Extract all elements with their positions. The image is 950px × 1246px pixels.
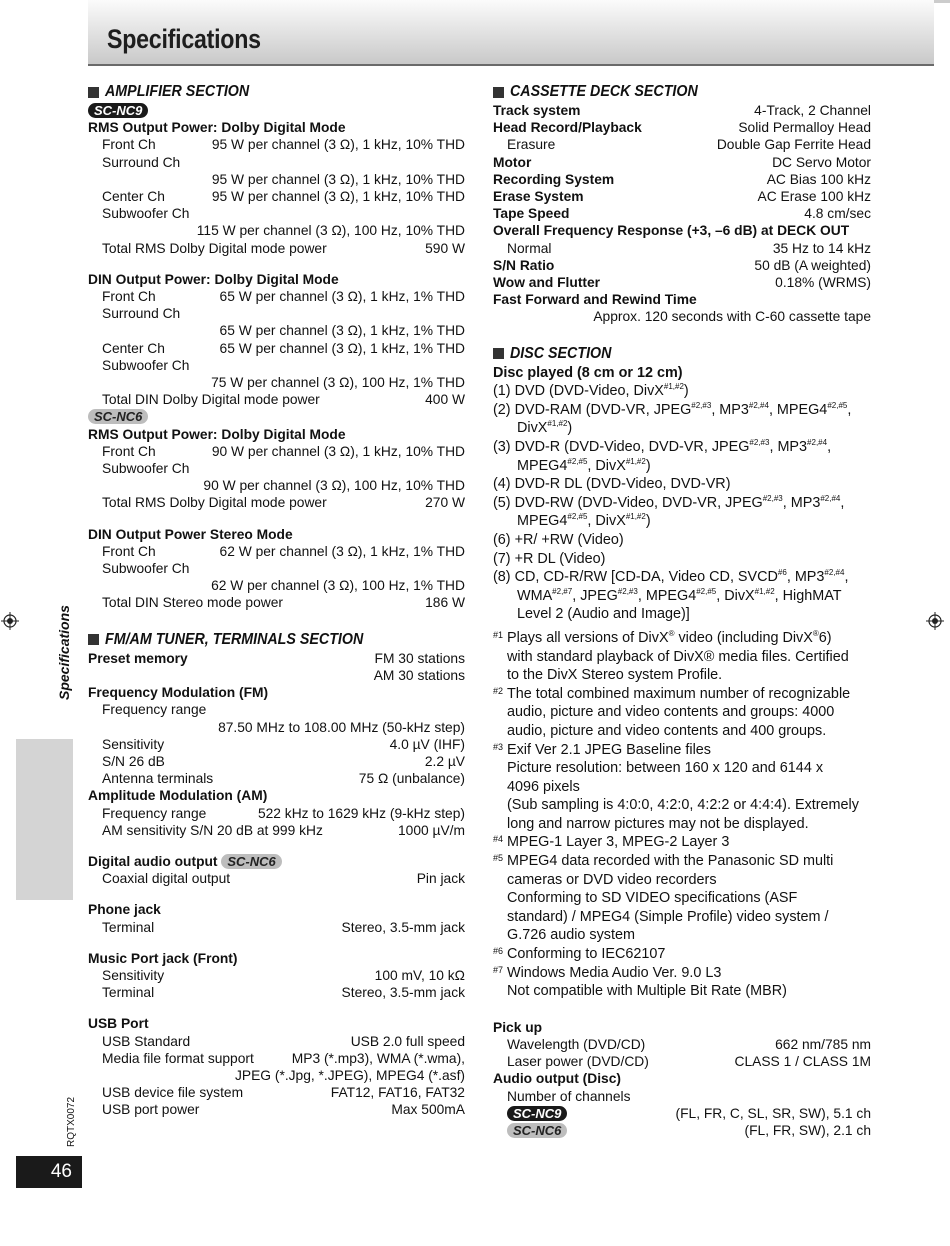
- spec-label: Number of channels: [507, 1088, 631, 1104]
- spec-title: Overall Frequency Response (+3, –6 dB) at DECK OUT: [493, 223, 850, 239]
- spec-row: Laser power (DVD/CD) CLASS 1 / CLASS 1M: [507, 1054, 871, 1070]
- spec-title: Fast Forward and Rewind Time: [493, 292, 697, 308]
- spec-title: Pick up: [493, 1019, 543, 1035]
- disc-item: (3) DVD-R (DVD-Video, DVD-VR, $JPEG^{\#2,\#3}$, $MP3^{\#2,\#4}$,: [493, 438, 832, 456]
- disc-item: (2) DVD-RAM (DVD-VR, $JPEG^{\#2,\#3}$, $MP3^{\#2,\#4}$, $MPEG4^{\#2,\#5}$,: [493, 401, 852, 418]
- spec-value: 95 W per channel (3 Ω), 1 kHz, 10% THD: [211, 171, 465, 187]
- model-badge-nc9: SC-NC9: [88, 103, 148, 118]
- spec-value: 75 W per channel (3 Ω), 100 Hz, 1% THD: [211, 375, 465, 391]
- spec-row: Wavelength (DVD/CD) 662 nm/785 nm: [507, 1037, 871, 1053]
- spec-row: Front Ch 62 W per channel (3 Ω), 1 kHz, 1% THD: [102, 543, 465, 559]
- disc-item: (7) +R DL (Video): [493, 550, 606, 567]
- spec-row: USB Standard USB 2.0 full speed: [102, 1033, 465, 1049]
- right-column: [493, 78, 871, 1139]
- disc-item-cont: DivX$^{\#1,\#2}$): [517, 419, 573, 437]
- spec-row: Antenna terminals 75 Ω (unbalance): [102, 771, 465, 787]
- spec-title-row: Digital audio output SC-NC6: [88, 853, 465, 870]
- spec-row: Sensitivity 4.0 µV (IHF): [102, 736, 465, 752]
- spec-label: Subwoofer Ch: [102, 561, 190, 577]
- footnote-2: #2 The total combined maximum number of recognizable audio, picture and video contents and groups: 4000 audio, picture and video contents and 400 groups.: [493, 685, 851, 739]
- spec-value: Approx. 120 seconds with C-60 cassette tape: [593, 309, 871, 325]
- spec-title: DIN Output Power Stereo Mode: [88, 526, 293, 542]
- section-heading-disc: DISC SECTION: [493, 344, 871, 364]
- spec-row: Wow and Flutter 0.18% (WRMS): [493, 275, 871, 291]
- header-divider: [88, 64, 934, 66]
- spec-row: Coaxial digital output Pin jack: [102, 871, 465, 887]
- spec-label: Surround Ch: [102, 306, 181, 322]
- spec-row: SC-NC6 (FL, FR, SW), 2.1 ch: [493, 1122, 871, 1139]
- corner-mark: [934, 0, 950, 3]
- spec-row: Media file format support MP3 (*.mp3), WMA (*.wma),: [102, 1050, 465, 1066]
- registration-mark-icon: [926, 612, 944, 630]
- spec-label: Subwoofer Ch: [102, 206, 190, 222]
- spec-row: Erase System AC Erase 100 kHz: [493, 189, 871, 205]
- spec-row: Sensitivity 100 mV, 10 kΩ: [102, 967, 465, 983]
- footnote-6: #6 Conforming to IEC62107: [493, 946, 666, 963]
- spec-row: Frequency range 522 kHz to 1629 kHz (9-kHz step): [102, 805, 465, 821]
- square-bullet-icon: [88, 87, 99, 98]
- footnote-3: #3 Exif Ver 2.1 JPEG Baseline files Picture resolution: between 160 x 120 and 6144 x 4096 pixels (Sub sampling is 4:0:0, 4:2:0, 4:2:2 or 4:4:4). Extremely long and narrow pictures may not be displayed.: [493, 741, 859, 832]
- spec-title: Music Port jack (Front): [88, 950, 238, 966]
- spec-title: USB Port: [88, 1016, 149, 1032]
- spec-value: 90 W per channel (3 Ω), 100 Hz, 10% THD: [203, 478, 465, 494]
- footnote-4: #4 MPEG-1 Layer 3, MPEG-2 Layer 3: [493, 834, 730, 851]
- spec-row: Terminal Stereo, 3.5-mm jack: [102, 919, 465, 935]
- spec-label: Surround Ch: [102, 154, 181, 170]
- spec-row: Head Record/Playback Solid Permalloy Head: [493, 120, 871, 136]
- square-bullet-icon: [493, 348, 504, 359]
- spec-row: Tape Speed 4.8 cm/sec: [493, 206, 871, 222]
- spec-row: Erasure Double Gap Ferrite Head: [507, 137, 871, 153]
- spec-row: Total RMS Dolby Digital mode power 270 W: [102, 495, 465, 511]
- spec-row: Front Ch 95 W per channel (3 Ω), 1 kHz, 10% THD: [102, 137, 465, 153]
- spec-row: Front Ch 90 W per channel (3 Ω), 1 kHz, 10% THD: [102, 443, 465, 459]
- spec-row: Total DIN Stereo mode power 186 W: [102, 595, 465, 611]
- spec-value: 115 W per channel (3 Ω), 100 Hz, 10% THD: [196, 223, 465, 239]
- spec-title: Phone jack: [88, 902, 161, 918]
- disc-item: (5) DVD-RW (DVD-Video, DVD-VR, $JPEG^{\#2,\#3}$, $MP3^{\#2,\#4}$,: [493, 494, 845, 511]
- spec-row: Total RMS Dolby Digital mode power 590 W: [102, 240, 465, 256]
- left-column: [88, 78, 465, 1119]
- spec-row: Front Ch 65 W per channel (3 Ω), 1 kHz, 1% THD: [102, 289, 465, 305]
- side-tab-label: Specifications: [56, 605, 72, 700]
- model-badge-nc6: SC-NC6: [221, 854, 281, 869]
- spec-title: Audio output (Disc): [493, 1071, 621, 1087]
- registration-mark-icon: [1, 612, 19, 630]
- footnote-7: #7 Windows Media Audio Ver. 9.0 L3 Not compatible with Multiple Bit Rate (MBR): [493, 964, 787, 1000]
- spec-row: Recording System AC Bias 100 kHz: [493, 171, 871, 187]
- section-heading-cassette: CASSETTE DECK SECTION: [493, 82, 871, 102]
- spec-title: Disc played (8 cm or 12 cm): [493, 364, 683, 381]
- disc-item: (1) DVD (DVD-Video, DivX$^{\#1,\#2}$): [493, 382, 689, 400]
- spec-row: Preset memory FM 30 stations: [88, 650, 465, 666]
- spec-value: 87.50 MHz to 108.00 MHz (50-kHz step): [218, 719, 465, 735]
- spec-row: Terminal Stereo, 3.5-mm jack: [102, 985, 465, 1001]
- square-bullet-icon: [493, 87, 504, 98]
- spec-title: Amplitude Modulation (AM): [88, 788, 268, 804]
- disc-item-cont: $WMA^{\#2,\#7}$, $JPEG^{\#2,\#3}$, $MPEG4^{\#2,\#5}$, DivX$^{\#1,\#2}$, HighMAT: [517, 586, 842, 604]
- spec-row: Normal 35 Hz to 14 kHz: [507, 240, 871, 256]
- model-badge-nc6: SC-NC6: [507, 1123, 567, 1138]
- spec-title: Frequency Modulation (FM): [88, 685, 269, 701]
- disc-item-cont: $MPEG4^{\#2,\#5}$, DivX$^{\#1,\#2}$): [517, 512, 651, 530]
- spec-row: SC-NC9 (FL, FR, C, SL, SR, SW), 5.1 ch: [493, 1105, 871, 1122]
- side-tab: [16, 739, 73, 900]
- disc-item: (6) +R/ +RW (Video): [493, 531, 624, 548]
- footnote-5: #5 MPEG4 data recorded with the Panasonic SD multi cameras or DVD video recorders Conforming to SD VIDEO specifications (ASF standard) / MPEG4 (Simple Profile) video system / G.726 audio system: [493, 853, 834, 944]
- spec-row: AM sensitivity S/N 20 dB at 999 kHz 1000 µV/m: [102, 822, 465, 838]
- section-heading-tuner: FM/AM TUNER, TERMINALS SECTION: [88, 630, 465, 650]
- spec-label: Subwoofer Ch: [102, 461, 190, 477]
- spec-value: 62 W per channel (3 Ω), 100 Hz, 1% THD: [211, 578, 465, 594]
- spec-title: DIN Output Power: Dolby Digital Mode: [88, 271, 339, 287]
- spec-row: Center Ch 95 W per channel (3 Ω), 1 kHz, 10% THD: [102, 189, 465, 205]
- page-title: Specifications: [107, 24, 261, 54]
- spec-value: JPEG (*.Jpg, *.JPEG), MPEG4 (*.asf): [234, 1067, 465, 1083]
- doc-code: RQTX0072: [66, 1096, 77, 1147]
- disc-item-cont: $MPEG4^{\#2,\#5}$, DivX$^{\#1,\#2}$): [517, 456, 651, 474]
- spec-title: RMS Output Power: Dolby Digital Mode: [88, 120, 346, 136]
- spec-row: Motor DC Servo Motor: [493, 154, 871, 170]
- disc-item: (8) CD, CD-R/RW [CD-DA, Video CD, SVCD$^{\#6}$, $MP3^{\#2,\#4}$,: [493, 568, 849, 586]
- spec-row: USB port power Max 500mA: [102, 1102, 465, 1118]
- spec-row: S/N Ratio 50 dB (A weighted): [493, 257, 871, 273]
- model-badge-nc6: SC-NC6: [88, 409, 148, 424]
- spec-label: Subwoofer Ch: [102, 357, 190, 373]
- disc-item-cont: Level 2 (Audio and Image)]: [517, 606, 690, 623]
- footnote-1: #1 Plays all versions of DivX® video (including DivX®6) with standard playback of DivX® media files. Certified to the DivX Stereo system Profile.: [493, 629, 849, 684]
- disc-item: (4) DVD-R DL (DVD-Video, DVD-VR): [493, 476, 731, 493]
- square-bullet-icon: [88, 634, 99, 645]
- spec-value: 65 W per channel (3 Ω), 1 kHz, 1% THD: [219, 323, 465, 339]
- spec-row: Total DIN Dolby Digital mode power 400 W: [102, 392, 465, 408]
- page-number: 46: [16, 1156, 82, 1188]
- spec-row: Track system 4-Track, 2 Channel: [493, 103, 871, 118]
- spec-value: AM 30 stations: [373, 667, 465, 683]
- spec-row: Center Ch 65 W per channel (3 Ω), 1 kHz, 1% THD: [102, 340, 465, 356]
- spec-row: USB device file system FAT12, FAT16, FAT32: [102, 1085, 465, 1101]
- spec-row: S/N 26 dB 2.2 µV: [102, 753, 465, 769]
- model-badge-nc9: SC-NC9: [507, 1106, 567, 1121]
- spec-label: Frequency range: [102, 702, 207, 718]
- spec-title: RMS Output Power: Dolby Digital Mode: [88, 426, 346, 442]
- section-heading-amplifier: AMPLIFIER SECTION: [88, 82, 465, 102]
